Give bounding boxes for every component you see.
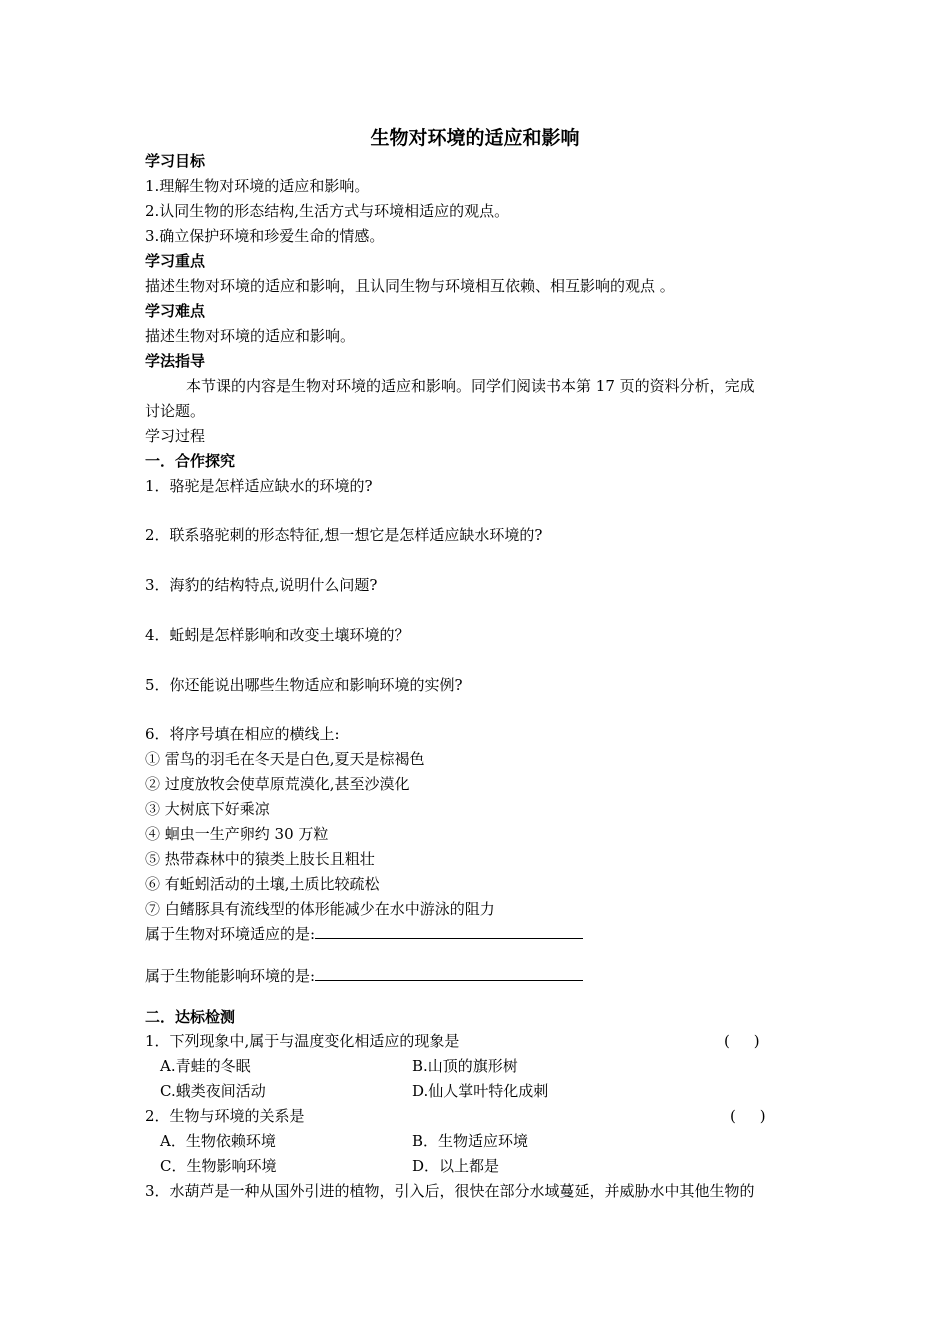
test-question-2: 2．生物与环境的关系是 [145, 1107, 305, 1125]
question-6: 6．将序号填在相应的横线上: [145, 725, 340, 743]
test-question-3: 3．水葫芦是一种从国外引进的植物，引入后，很快在部分水域蔓延，并威胁水中其他生物的 [145, 1182, 755, 1200]
list-item-4: ④ 蛔虫一生产卵约 30 万粒 [145, 825, 329, 843]
page-title: 生物对环境的适应和影响 [370, 127, 580, 149]
answer-paren-2[interactable]: ( ) [730, 1107, 766, 1125]
objectives-heading: 学习目标 [145, 152, 206, 170]
answer-blank-adapt[interactable] [315, 924, 583, 939]
question-1: 1．骆驼是怎样适应缺水的环境的? [145, 477, 373, 495]
q1-option-a: A.青蛙的冬眠 [160, 1057, 251, 1075]
fill-in-affect-label: 属于生物能影响环境的是: [145, 967, 316, 985]
q2-option-c: C．生物影响环境 [160, 1157, 277, 1175]
list-item-7: ⑦ 白鳍豚具有流线型的体形能减少在水中游泳的阻力 [145, 900, 495, 918]
method-text-line-1: 本节课的内容是生物对环境的适应和影响。同学们阅读书本第 17 页的资料分析，完成 [186, 377, 755, 395]
q1-option-d: D.仙人掌叶特化成刺 [412, 1082, 549, 1100]
list-item-6: ⑥ 有蚯蚓活动的土壤,土质比较疏松 [145, 875, 380, 893]
difficulties-text: 描述生物对环境的适应和影响。 [145, 327, 356, 345]
difficulties-heading: 学习难点 [145, 302, 206, 320]
section2-heading: 二．达标检测 [145, 1008, 236, 1026]
list-item-5: ⑤ 热带森林中的猿类上肢长且粗壮 [145, 850, 375, 868]
list-item-1: ① 雷鸟的羽毛在冬天是白色,夏天是棕褐色 [145, 750, 425, 768]
question-2: 2．联系骆驼刺的形态特征,想一想它是怎样适应缺水环境的? [145, 526, 543, 544]
q1-option-b: B.山顶的旗形树 [412, 1057, 518, 1075]
q2-option-a: A．生物依赖环境 [160, 1132, 276, 1150]
q2-option-b: B．生物适应环境 [412, 1132, 529, 1150]
q1-option-c: C.蛾类夜间活动 [160, 1082, 266, 1100]
section1-heading: 一．合作探究 [145, 452, 236, 470]
fill-in-adapt [145, 924, 583, 944]
list-item-3: ③ 大树底下好乘凉 [145, 800, 270, 818]
key-points-heading: 学习重点 [145, 252, 206, 270]
fill-in-adapt-label: 属于生物对环境适应的是: [145, 925, 316, 943]
answer-blank-affect[interactable] [315, 966, 583, 981]
answer-paren-1[interactable]: ( ) [724, 1032, 760, 1050]
question-5: 5．你还能说出哪些生物适应和影响环境的实例? [145, 676, 463, 694]
key-points-text: 描述生物对环境的适应和影响，且认同生物与环境相互依赖、相互影响的观点 。 [145, 277, 675, 295]
question-4: 4．蚯蚓是怎样影响和改变土壤环境的？ [145, 626, 410, 644]
list-item-2: ② 过度放牧会使草原荒漠化,甚至沙漠化 [145, 775, 410, 793]
objective-item-3: 3.确立保护环境和珍爱生命的情感。 [145, 227, 385, 245]
method-heading: 学法指导 [145, 352, 206, 370]
test-question-1: 1．下列现象中,属于与温度变化相适应的现象是 [145, 1032, 460, 1050]
fill-in-affect [145, 966, 583, 986]
objective-item-1: 1.理解生物对环境的适应和影响。 [145, 177, 370, 195]
objective-item-2: 2.认同生物的形态结构,生活方式与环境相适应的观点。 [145, 202, 510, 220]
method-text-line-2: 讨论题。 [145, 402, 206, 420]
q2-option-d: D．以上都是 [412, 1157, 500, 1175]
process-heading: 学习过程 [145, 427, 206, 445]
question-3: 3．海豹的结构特点,说明什么问题? [145, 576, 378, 594]
